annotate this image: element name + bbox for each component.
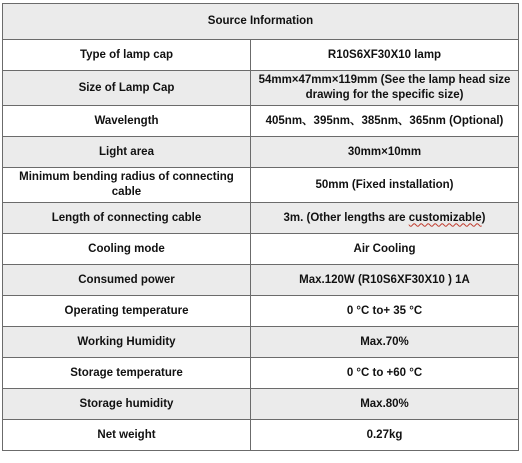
value-prefix: 3m. (Other lengths are	[283, 211, 409, 224]
row-label: Type of lamp cap	[3, 40, 251, 71]
table-row	[3, 168, 519, 203]
row-label: Storage temperature	[3, 358, 251, 389]
table-header-row	[3, 4, 519, 40]
table-row	[3, 203, 519, 234]
row-value: 405nm、395nm、385nm、365nm (Optional)	[251, 106, 519, 137]
row-label: Consumed power	[3, 265, 251, 296]
row-label: Working Humidity	[3, 327, 251, 358]
row-label: Minimum bending radius of connecting cable	[3, 168, 251, 203]
table-row	[3, 296, 519, 327]
row-label: Size of Lamp Cap	[3, 71, 251, 106]
row-value: 0 °C to +60 °C	[251, 358, 519, 389]
row-label: Operating temperature	[3, 296, 251, 327]
row-value: 50mm (Fixed installation)	[251, 168, 519, 203]
table-row	[3, 327, 519, 358]
row-value: Max.70%	[251, 327, 519, 358]
table-row	[3, 234, 519, 265]
value-suffix: )	[481, 211, 486, 224]
spellcheck-marked-word: customizable	[408, 211, 482, 224]
table-row	[3, 389, 519, 420]
row-value: Max.120W (R10S6XF30X10 ) 1A	[251, 265, 519, 296]
row-label: Cooling mode	[3, 234, 251, 265]
source-information-table-container	[2, 3, 518, 451]
row-value: 30mm×10mm	[251, 137, 519, 168]
row-value: 54mm×47mm×119mm (See the lamp head size drawing for the specific size)	[251, 71, 519, 106]
row-value: 0.27kg	[251, 420, 519, 451]
row-value: R10S6XF30X10 lamp	[251, 40, 519, 71]
row-label: Storage humidity	[3, 389, 251, 420]
table-row	[3, 265, 519, 296]
row-label: Wavelength	[3, 106, 251, 137]
row-value: 0 °C to+ 35 °C	[251, 296, 519, 327]
row-label: Light area	[3, 137, 251, 168]
row-label: Length of connecting cable	[3, 203, 251, 234]
table-row	[3, 420, 519, 451]
table-row	[3, 358, 519, 389]
source-information-table	[2, 3, 519, 451]
table-row	[3, 106, 519, 137]
table-row	[3, 137, 519, 168]
table-row	[3, 71, 519, 106]
row-value: Max.80%	[251, 389, 519, 420]
row-label: Net weight	[3, 420, 251, 451]
row-value	[251, 203, 519, 234]
table-row	[3, 40, 519, 71]
table-title: Source Information	[3, 4, 519, 40]
row-value: Air Cooling	[251, 234, 519, 265]
